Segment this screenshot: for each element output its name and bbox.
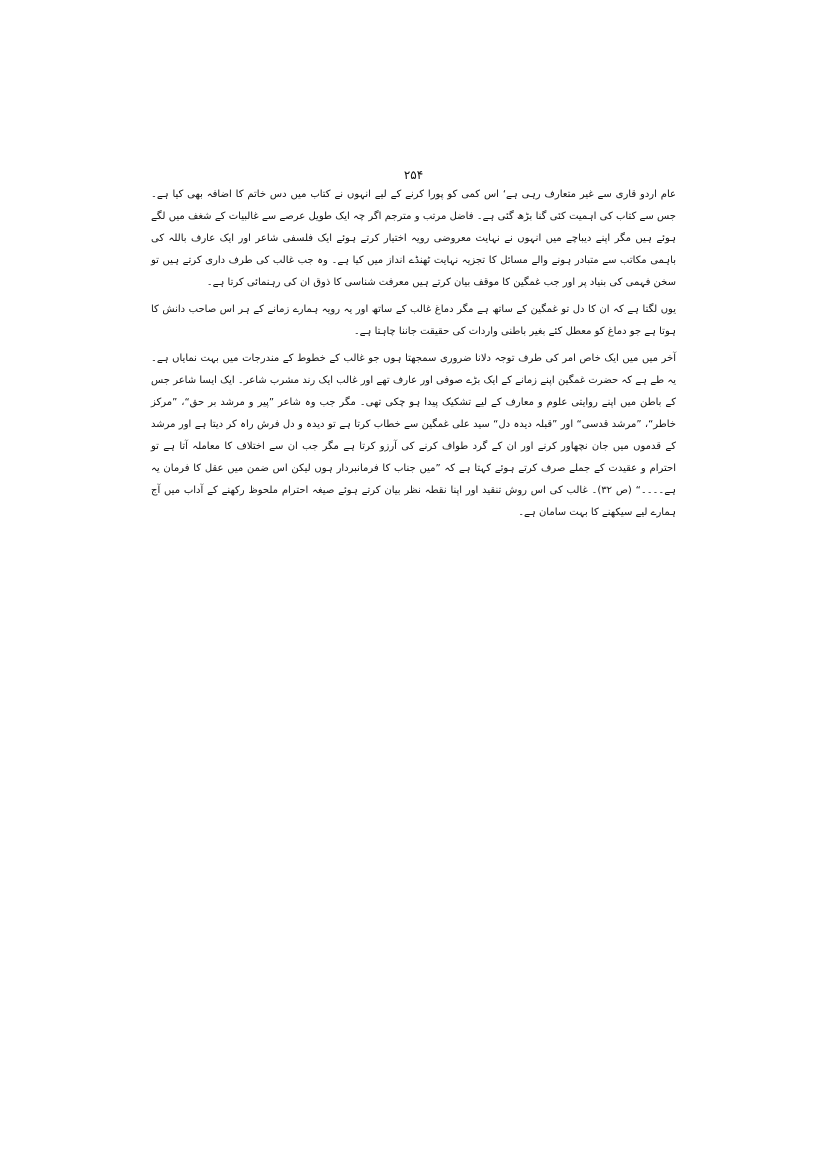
body-text (151, 184, 676, 529)
paragraph-2: یوں لگتا ہے کہ ان کا دل تو غمگین کے ساتھ ہے مگر دماغ غالب کے ساتھ اور یہ رویہ ہمارے زمانے کے ہر اس صاحب دانش کا ہوتا ہے جو دماغ کو معطل کئے بغیر باطنی واردات کی حقیقت جاننا چاہتا ہے۔ (151, 304, 676, 337)
page-number: ۲۵۴ (403, 168, 424, 182)
paragraph-3: آخر میں میں ایک خاص امر کی طرف توجہ دلانا ضروری سمجھتا ہوں جو غالب کے خطوط کے مندرجات میں بہت نمایاں ہے۔ یہ طے ہے کہ حضرت غمگین اپنے زمانے کے ایک بڑے صوفی اور عارف تھے اور غالب ایک رند مشرب شاعر۔ ایک ایسا شاعر جس کے باطن میں اپنے روایتی علوم و معارف کے لیے تشکیک پیدا ہو چکی تھی۔ مگر جب وہ شاعر ”پیر و مرشد بر حق“، ”مرکز خاطر“، ”مرشد قدسی“ اور ”قبلہ دیدہ دل“ سید علی غمگین سے خطاب کرتا ہے تو دیدہ و دل فرش راہ کر دیتا ہے اور مرشد کے قدموں میں جان نچھاور کرنے اور ان کے گرد طواف کرنے کی آرزو کرتا ہے مگر جب ان سے اختلاف کا معاملہ آتا ہے تو احترام و عقیدت کے جملے صرف کرتے ہوئے کہتا ہے کہ ”میں جناب کا فرمانبردار ہوں لیکن اس ضمن میں عقل کا فرمان یہ ہے۔۔۔۔“ (ص ۳۲)۔ غالب کی اس روش تنقید اور اپنا نقطہ نظر بیان کرتے ہوئے صیغہ احترام ملحوظ رکھنے کے آداب میں آج ہمارے لیے سیکھنے کا بہت سامان ہے۔ (151, 353, 676, 518)
paragraph-1: عام اردو قاری سے غیر متعارف رہی ہے‘ اس کمی کو پورا کرنے کے لیے انہوں نے کتاب میں دس خاتم کا اضافہ بھی کیا ہے۔ جس سے کتاب کی اہمیت کئی گنا بڑھ گئی ہے۔ فاضل مرتب و مترجم اگر چہ ایک طویل عرصے سے غالبیات کے شغف میں لگے ہوئے ہیں مگر اپنے دیباچے میں انہوں نے نہایت معروضی رویہ اختیار کرتے ہوئے ایک فلسفی شاعر اور ایک عارف باللہ کی باہمی مکاتب سے متبادر ہونے والے مسائل کا تجزیہ نہایت ٹھنڈے انداز میں کیا ہے۔ وہ جب غالب کی طرف داری کرتے ہیں تو سخن فہمی کی بنیاد پر اور جب غمگین کا موقف بیان کرتے ہیں معرفت شناسی کا ذوق ان کی رہنمائی کرتا ہے۔ (151, 189, 676, 288)
